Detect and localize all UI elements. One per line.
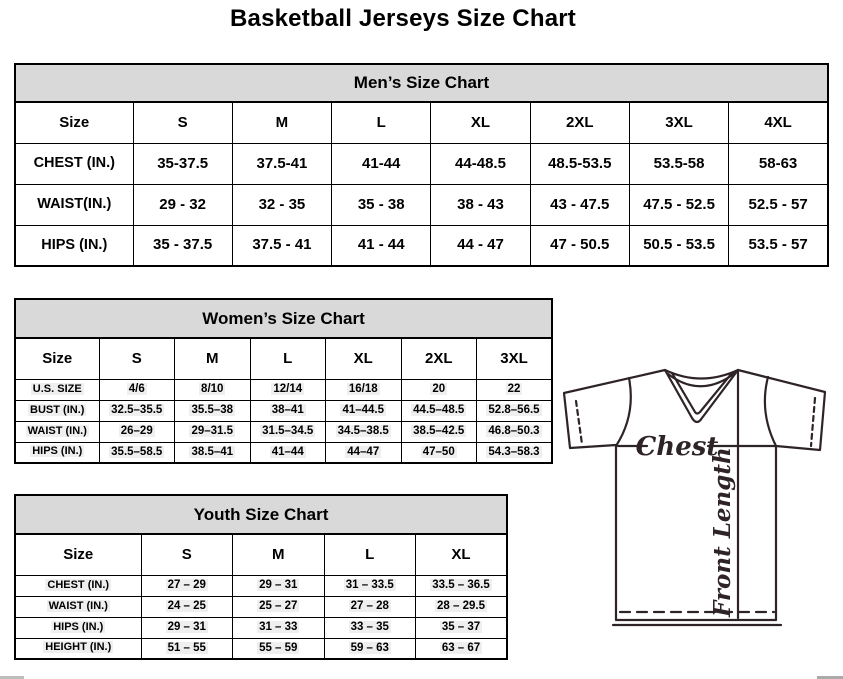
- womens-size-table: [14, 298, 553, 464]
- size-cell: 48.5-53.5: [530, 143, 629, 184]
- jersey-measurement-diagram: [556, 360, 843, 632]
- size-cell: 52.5 - 57: [729, 184, 828, 225]
- size-cell: 37.5-41: [232, 143, 331, 184]
- size-cell: 33 – 35: [324, 617, 416, 638]
- youth-size-table: [14, 494, 508, 660]
- size-cell: 31 – 33: [233, 617, 325, 638]
- size-cell: 41-44: [332, 143, 431, 184]
- size-cell: 28 – 29.5: [416, 596, 508, 617]
- row-label: HIPS (IN.): [15, 617, 141, 638]
- page-title: Basketball Jerseys Size Chart: [230, 5, 576, 32]
- size-cell: 22: [477, 379, 553, 400]
- size-cell: 35.5–38: [175, 400, 251, 421]
- size-cell: 27 – 29: [141, 575, 233, 596]
- row-label: WAIST (IN.): [15, 421, 99, 442]
- column-header: M: [232, 102, 331, 143]
- row-label: BUST (IN.): [15, 400, 99, 421]
- size-cell: 35 - 37.5: [133, 225, 232, 266]
- size-cell: 41 - 44: [332, 225, 431, 266]
- size-cell: 29 - 32: [133, 184, 232, 225]
- size-cell: 38 - 43: [431, 184, 530, 225]
- column-header: Size: [15, 102, 133, 143]
- size-cell: 55 – 59: [233, 638, 325, 659]
- column-header: L: [332, 102, 431, 143]
- size-cell: 53.5 - 57: [729, 225, 828, 266]
- size-cell: 26–29: [99, 421, 175, 442]
- column-header: S: [99, 338, 175, 379]
- row-label: WAIST(IN.): [15, 184, 133, 225]
- row-label: CHEST (IN.): [15, 575, 141, 596]
- size-cell: 31 – 33.5: [324, 575, 416, 596]
- size-cell: 8/10: [175, 379, 251, 400]
- table-title: Men’s Size Chart: [15, 64, 828, 102]
- right-cuff-stitch: [811, 398, 815, 446]
- size-cell: 44-48.5: [431, 143, 530, 184]
- size-cell: 44 - 47: [431, 225, 530, 266]
- row-label: HIPS (IN.): [15, 442, 99, 463]
- size-cell: 33.5 – 36.5: [416, 575, 508, 596]
- table-title: Youth Size Chart: [15, 495, 507, 534]
- size-cell: 20: [401, 379, 477, 400]
- column-header: 4XL: [729, 102, 828, 143]
- column-header: L: [250, 338, 326, 379]
- size-cell: 24 – 25: [141, 596, 233, 617]
- size-cell: 25 – 27: [233, 596, 325, 617]
- size-cell: 52.8–56.5: [477, 400, 553, 421]
- mens-size-table: [14, 63, 829, 267]
- size-cell: 4/6: [99, 379, 175, 400]
- size-cell: 47–50: [401, 442, 477, 463]
- column-header: S: [141, 534, 233, 575]
- size-cell: 38.5–42.5: [401, 421, 477, 442]
- row-label: U.S. SIZE: [15, 379, 99, 400]
- size-cell: 35-37.5: [133, 143, 232, 184]
- size-cell: 44–47: [326, 442, 402, 463]
- left-armhole-seam: [616, 378, 631, 446]
- column-header: L: [324, 534, 416, 575]
- size-cell: 27 – 28: [324, 596, 416, 617]
- row-label: CHEST (IN.): [15, 143, 133, 184]
- size-cell: 35 - 38: [332, 184, 431, 225]
- right-armhole-seam: [765, 377, 776, 446]
- column-header: XL: [431, 102, 530, 143]
- size-cell: 53.5-58: [629, 143, 728, 184]
- size-cell: 37.5 - 41: [232, 225, 331, 266]
- row-label: HIPS (IN.): [15, 225, 133, 266]
- size-cell: 34.5–38.5: [326, 421, 402, 442]
- size-cell: 29–31.5: [175, 421, 251, 442]
- front-length-label: Front Length: [709, 447, 736, 617]
- jersey-outline: [564, 370, 825, 620]
- size-cell: 46.8–50.3: [477, 421, 553, 442]
- size-cell: 54.3–58.3: [477, 442, 553, 463]
- size-cell: 38–41: [250, 400, 326, 421]
- size-cell: 47 - 50.5: [530, 225, 629, 266]
- size-cell: 12/14: [250, 379, 326, 400]
- column-header: M: [175, 338, 251, 379]
- column-header: 3XL: [477, 338, 553, 379]
- size-cell: 35.5–58.5: [99, 442, 175, 463]
- size-cell: 29 – 31: [141, 617, 233, 638]
- column-header: 2XL: [401, 338, 477, 379]
- size-cell: 43 - 47.5: [530, 184, 629, 225]
- size-cell: 58-63: [729, 143, 828, 184]
- size-cell: 41–44: [250, 442, 326, 463]
- size-cell: 63 – 67: [416, 638, 508, 659]
- column-header: S: [133, 102, 232, 143]
- size-cell: 32.5–35.5: [99, 400, 175, 421]
- column-header: M: [233, 534, 325, 575]
- column-header: Size: [15, 338, 99, 379]
- column-header: XL: [326, 338, 402, 379]
- size-cell: 50.5 - 53.5: [629, 225, 728, 266]
- size-cell: 51 – 55: [141, 638, 233, 659]
- row-label: HEIGHT (IN.): [15, 638, 141, 659]
- column-header: Size: [15, 534, 141, 575]
- size-cell: 29 – 31: [233, 575, 325, 596]
- column-header: 2XL: [530, 102, 629, 143]
- table-title: Women’s Size Chart: [15, 299, 552, 338]
- size-cell: 32 - 35: [232, 184, 331, 225]
- row-label: WAIST (IN.): [15, 596, 141, 617]
- size-cell: 31.5–34.5: [250, 421, 326, 442]
- size-cell: 41–44.5: [326, 400, 402, 421]
- column-header: XL: [416, 534, 508, 575]
- column-header: 3XL: [629, 102, 728, 143]
- size-cell: 38.5–41: [175, 442, 251, 463]
- left-cuff-stitch: [576, 401, 582, 444]
- chest-label: Chest: [635, 432, 719, 462]
- size-cell: 47.5 - 52.5: [629, 184, 728, 225]
- size-cell: 59 – 63: [324, 638, 416, 659]
- size-cell: 44.5–48.5: [401, 400, 477, 421]
- size-cell: 16/18: [326, 379, 402, 400]
- size-cell: 35 – 37: [416, 617, 508, 638]
